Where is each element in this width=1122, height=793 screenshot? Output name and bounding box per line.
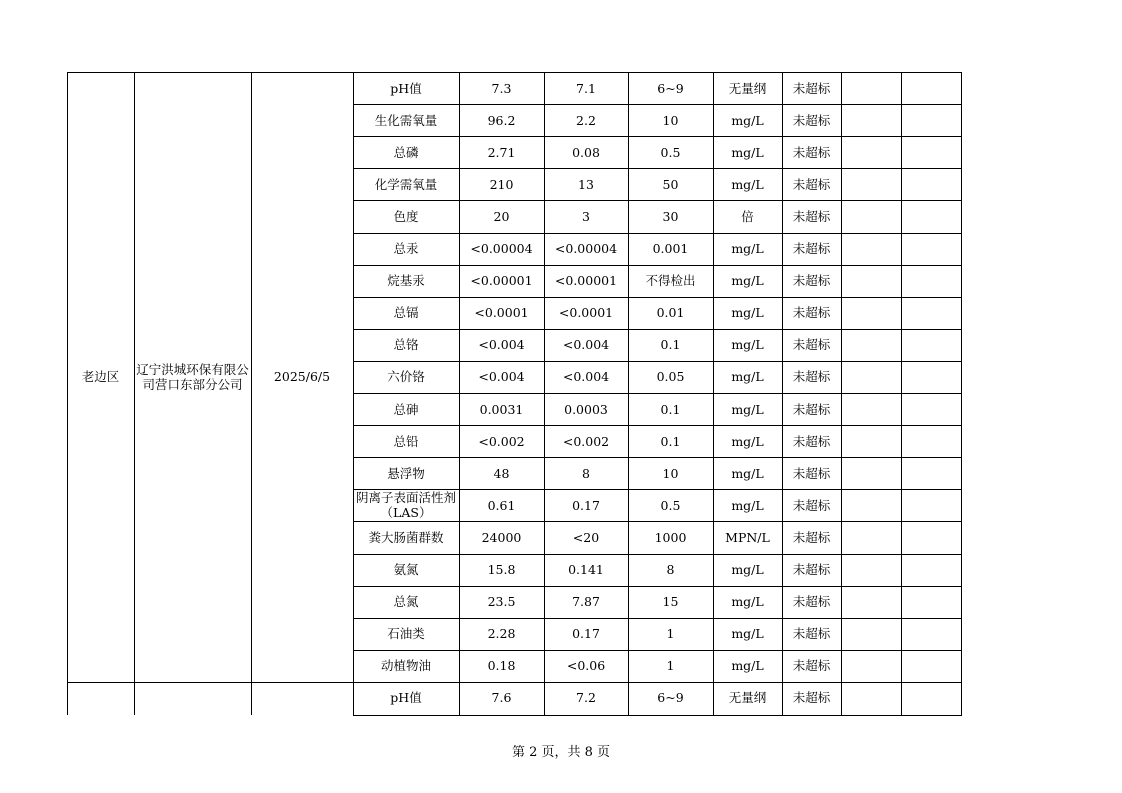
table-cell-item: 石油类 [387, 626, 425, 642]
table-cell-result: 未超标 [792, 658, 831, 674]
table-cell-limit: 0.01 [656, 305, 685, 321]
table-cell-value-2: 7.1 [576, 80, 596, 96]
table-cell-value-2: 7.2 [576, 690, 596, 706]
table-cell-result: 未超标 [792, 241, 831, 257]
date-cell [251, 682, 353, 714]
table-cell-result: 未超标 [792, 690, 831, 706]
table-cell-result: 未超标 [792, 594, 831, 610]
table-cell-unit: mg/L [731, 273, 764, 289]
table-cell-item: 色度 [393, 208, 419, 224]
district-cell [67, 682, 134, 714]
table-cell-value-2: 8 [582, 465, 590, 481]
table-cell-item: pH值 [390, 80, 422, 96]
table-column-border [961, 72, 962, 716]
table-cell-value-2: 2.2 [576, 112, 596, 128]
table-cell-value-1: 7.6 [491, 690, 512, 706]
table-cell-item: 总汞 [393, 241, 419, 257]
table-cell-limit: 8 [666, 562, 675, 578]
table-cell-limit: 0.5 [660, 497, 681, 513]
table-cell-value-2: 0.17 [572, 497, 600, 513]
table-cell-value-1: 24000 [481, 529, 522, 545]
table-cell-result: 未超标 [792, 208, 831, 224]
table-cell-unit: 倍 [741, 208, 754, 224]
table-cell-value-2: <20 [572, 529, 600, 545]
table-cell-unit: mg/L [731, 465, 764, 481]
table-cell-value-2: 13 [578, 176, 594, 192]
table-cell-limit: 0.1 [660, 433, 681, 449]
table-cell-unit: 无量纲 [728, 690, 767, 706]
table-cell-item: 动植物油 [380, 658, 431, 674]
table-cell-value-2: <0.00001 [554, 273, 618, 289]
table-cell-value-1: <0.002 [478, 433, 525, 449]
table-cell-item: 化学需氧量 [374, 176, 438, 192]
table-cell-limit: 50 [662, 176, 679, 192]
table-cell-value-2: <0.004 [562, 337, 610, 353]
table-cell-value-1: <0.004 [478, 369, 525, 385]
table-cell-limit: 1 [666, 626, 675, 642]
table-cell-item: 氨氮 [393, 562, 419, 578]
table-cell-unit: mg/L [731, 497, 764, 513]
table-cell-result: 未超标 [792, 529, 831, 545]
table-column-border [67, 72, 68, 715]
table-cell-unit: mg/L [731, 626, 764, 642]
table-cell-item: pH值 [390, 690, 422, 706]
table-cell-unit: mg/L [731, 369, 764, 385]
table-cell-limit: 0.05 [656, 369, 685, 385]
table-cell-unit: mg/L [731, 112, 764, 128]
table-cell-unit: mg/L [731, 337, 764, 353]
table-cell-result: 未超标 [792, 433, 831, 449]
table-cell-item: 粪大肠菌群数 [368, 529, 444, 545]
table-cell-limit: 30 [662, 208, 679, 224]
table-column-border [544, 72, 545, 716]
table-cell-value-2: 0.0003 [564, 401, 608, 417]
table-cell-unit: mg/L [731, 433, 764, 449]
table-cell-unit: mg/L [731, 241, 764, 257]
table-cell-unit: MPN/L [725, 529, 770, 545]
table-cell-value-2: <0.0001 [558, 305, 614, 321]
table-cell-value-1: 20 [493, 208, 510, 224]
table-cell-limit: 0.5 [660, 144, 681, 160]
table-cell-value-2: <0.06 [566, 658, 606, 674]
table-cell-value-2: <0.004 [562, 369, 610, 385]
table-cell-value-2: 7.87 [572, 594, 600, 610]
table-cell-limit: 15 [662, 594, 679, 610]
table-cell-item: 总铬 [393, 337, 419, 353]
table-cell-result: 未超标 [792, 369, 831, 385]
table-cell-limit: 0.1 [660, 401, 681, 417]
table-cell-limit: 6~9 [657, 80, 684, 96]
table-cell-value-1: 23.5 [487, 594, 516, 610]
table-cell-unit: mg/L [731, 594, 764, 610]
table-cell-value-1: 15.8 [487, 562, 516, 578]
table-cell-item: 总砷 [393, 401, 419, 417]
table-cell-item: 总氮 [393, 594, 419, 610]
table-cell-result: 未超标 [792, 305, 831, 321]
table-cell-value-2: <0.002 [562, 433, 610, 449]
table-column-border [459, 72, 460, 716]
table-cell-result: 未超标 [792, 80, 831, 96]
date-cell: 2025/6/5 [273, 369, 331, 385]
table-cell-result: 未超标 [792, 465, 831, 481]
table-cell-value-1: 0.18 [487, 658, 516, 674]
table-cell-limit: 6~9 [657, 690, 684, 706]
table-cell-result: 未超标 [792, 626, 831, 642]
table-column-border [353, 72, 354, 716]
table-column-border [782, 72, 783, 716]
table-cell-limit: 0.001 [652, 241, 689, 257]
table-cell-limit: 不得检出 [645, 273, 696, 289]
table-cell-result: 未超标 [792, 112, 831, 128]
table-cell-value-1: <0.0001 [474, 305, 529, 321]
table-cell-value-1: 0.61 [487, 497, 516, 513]
table-cell-value-1: <0.00001 [470, 273, 533, 289]
table-cell-item: 生化需氧量 [374, 112, 438, 128]
table-column-border [134, 72, 135, 715]
table-cell-result: 未超标 [792, 337, 831, 353]
table-cell-value-1: 7.3 [491, 80, 512, 96]
table-cell-item: 六价铬 [387, 369, 425, 385]
table-cell-item: 阴离子表面活性剂（LAS） [355, 490, 456, 521]
table-cell-unit: mg/L [731, 401, 764, 417]
table-cell-limit: 10 [662, 465, 679, 481]
company-cell: 辽宁洪城环保有限公司营口东部分公司 [136, 361, 249, 392]
table-cell-result: 未超标 [792, 176, 831, 192]
table-cell-result: 未超标 [792, 497, 831, 513]
table-column-border [713, 72, 714, 716]
table-cell-limit: 1 [666, 658, 675, 674]
table-column-border [628, 72, 629, 716]
table-cell-item: 总镉 [393, 305, 419, 321]
table-cell-limit: 0.1 [660, 337, 681, 353]
table-cell-value-1: 2.71 [487, 144, 516, 160]
table-column-border [251, 72, 252, 715]
table-cell-unit: mg/L [731, 305, 764, 321]
table-cell-value-2: 3 [582, 208, 590, 224]
table-cell-value-2: 0.141 [568, 562, 604, 578]
table-column-border [841, 72, 842, 716]
table-cell-item: 总铅 [393, 433, 419, 449]
table-cell-unit: mg/L [731, 658, 764, 674]
table-bottom-border [353, 715, 962, 716]
table-cell-limit: 10 [662, 112, 679, 128]
table-cell-unit: mg/L [731, 176, 764, 192]
table-cell-result: 未超标 [792, 273, 831, 289]
company-cell [134, 682, 251, 714]
table-cell-item: 悬浮物 [387, 465, 425, 481]
table-cell-item: 总磷 [393, 144, 419, 160]
district-cell: 老边区 [81, 369, 120, 385]
table-cell-value-2: 0.17 [572, 626, 600, 642]
table-cell-value-1: 96.2 [487, 112, 516, 128]
table-cell-limit: 1000 [654, 529, 687, 545]
table-cell-unit: mg/L [731, 562, 764, 578]
table-cell-value-2: 0.08 [572, 144, 600, 160]
table-cell-value-1: 48 [493, 465, 510, 481]
table-cell-result: 未超标 [792, 562, 831, 578]
table-cell-value-1: 0.0031 [479, 401, 524, 417]
table-column-border [901, 72, 902, 716]
table-cell-value-1: 210 [489, 176, 514, 192]
table-cell-item: 烷基汞 [387, 273, 425, 289]
table-cell-unit: mg/L [731, 144, 764, 160]
table-cell-result: 未超标 [792, 144, 831, 160]
table-cell-value-1: <0.00004 [470, 241, 533, 257]
table-cell-value-1: <0.004 [478, 337, 525, 353]
table-cell-unit: 无量纲 [728, 80, 767, 96]
table-cell-value-1: 2.28 [487, 626, 516, 642]
table-cell-value-2: <0.00004 [554, 241, 618, 257]
table-cell-result: 未超标 [792, 401, 831, 417]
page-footer: 第 2 页，共 8 页 [511, 745, 611, 760]
